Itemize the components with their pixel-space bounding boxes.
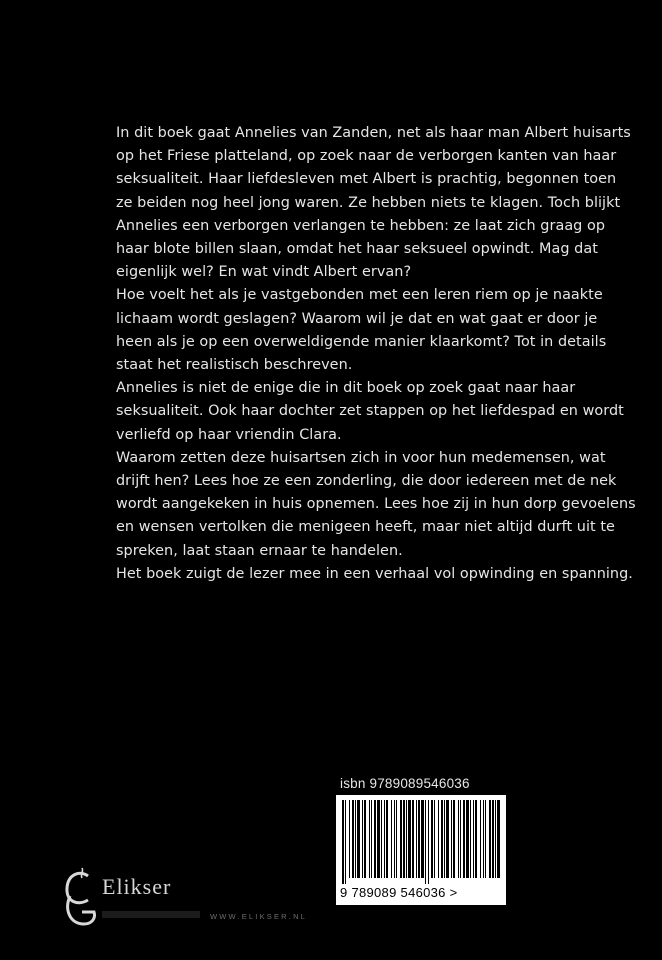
isbn-barcode-block	[336, 776, 506, 905]
blurb-line: staat het realistisch beschreven.	[116, 357, 353, 374]
blurb-line: Het boek zuigt de lezer mee in een verhaal vol opwinding en spanning.	[116, 565, 633, 582]
blurb-line: eigenlijk wel? En wat vindt Albert ervan?	[116, 264, 412, 281]
blurb-line: Annelies een verborgen verlangen te hebben: ze laat zich graag op	[116, 217, 606, 234]
blurb-line: heen als je op een overweldigende manier klaarkomt? Tot in details	[116, 333, 607, 350]
blurb-line: verliefd op haar vriendin Clara.	[116, 426, 342, 443]
blurb-line: haar blote billen slaan, omdat het haar seksueel opwindt. Mag dat	[116, 241, 598, 258]
blurb-line: In dit boek gaat Annelies van Zanden, net als haar man Albert huisarts	[116, 125, 631, 141]
blurb-line: Waarom zetten deze huisartsen zich in voor hun medemensen, wat	[116, 449, 606, 466]
blurb-line: wordt aangekeken in huis opnemen. Lees hoe zij in hun dorp gevoelens	[116, 496, 636, 513]
blurb-line: drijft hen? Lees hoe ze een zonderling, die door iedereen met de nek	[116, 473, 617, 490]
blurb-line: ze beiden nog heel jong waren. Ze hebben niets te klagen. Toch blijkt	[116, 194, 621, 211]
publisher-emblem-icon	[58, 866, 100, 934]
barcode	[336, 795, 506, 905]
blurb-line: spreken, laat staan ernaar te handelen.	[116, 542, 403, 559]
blurb-line: op het Friese platteland, op zoek naar de verborgen kanten van haar	[116, 148, 617, 165]
publisher-name: Elikser	[102, 874, 172, 899]
publisher-tagline-bar	[102, 911, 200, 918]
publisher-logo	[58, 866, 328, 936]
blurb-line: Hoe voelt het als je vastgebonden met een leren riem op je naakte	[116, 287, 603, 304]
isbn-label: isbn 9789089546036	[340, 776, 470, 791]
barcode-bars-icon	[342, 800, 500, 884]
blurb-line: seksualiteit. Haar liefdesleven met Albert is prachtig, begonnen toen	[116, 171, 617, 188]
blurb-line: Annelies is niet de enige die in dit boek op zoek gaat naar haar	[116, 380, 576, 397]
blurb-line: seksualiteit. Ook haar dochter zet stappen op het liefdespad en wordt	[116, 403, 624, 420]
publisher-website: WWW.ELIKSER.NL	[210, 912, 308, 921]
blurb-line: lichaam wordt geslagen? Waarom wil je dat en wat gaat er door je	[116, 310, 598, 327]
back-cover-blurb	[116, 122, 636, 586]
barcode-digits: 9 789089 546036 >	[340, 885, 458, 900]
blurb-line: en wensen vertolken die menigeen heeft, maar niet altijd durft uit te	[116, 519, 615, 536]
